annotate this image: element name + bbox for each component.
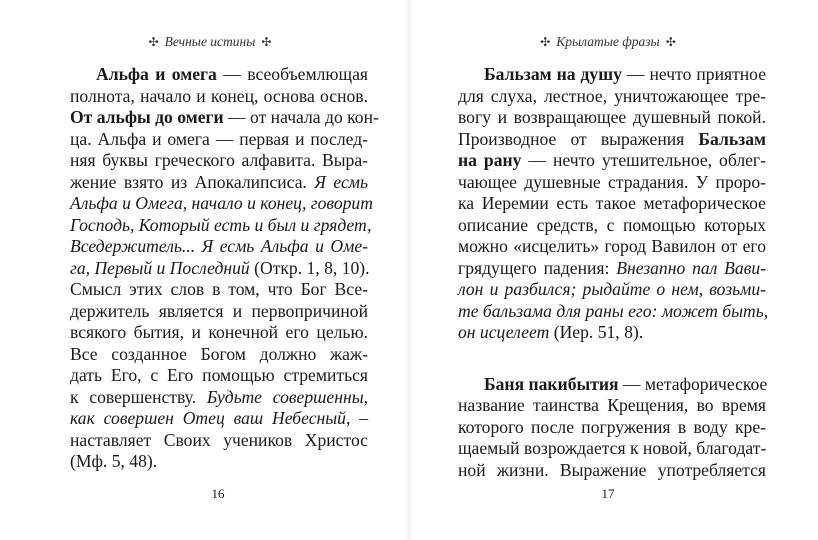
text-line: [458, 236, 766, 258]
text-line: [458, 193, 766, 215]
text-line: [458, 322, 766, 344]
term-bold: Баня пакибытия: [484, 373, 619, 394]
text-run: грядущего падения:: [458, 257, 617, 278]
text-line: [70, 129, 368, 151]
quote-italic: лон и разбился; рыдайте о нем, возьми-: [458, 279, 766, 299]
text-line: [458, 150, 766, 172]
text-run: — нечто утешительное, облег-: [521, 150, 766, 170]
ornament-icon: ✣: [540, 35, 551, 49]
text-run: описание средств, с помощью которых: [458, 214, 766, 235]
ornament-icon: ✣: [665, 35, 676, 49]
text-run: — нечто приятное: [621, 64, 767, 84]
text-line: [458, 215, 766, 237]
text-run: ной жизни. Выражение употребляется: [458, 459, 766, 480]
term-bold: на рану: [458, 150, 522, 170]
text-line: [70, 451, 368, 473]
text-run: к совершенству.: [70, 386, 207, 407]
text-run: ца. Альфа и омега — первая и послед-: [70, 128, 368, 149]
text-line: [70, 236, 368, 258]
text-line: [458, 395, 766, 417]
text-line: [458, 107, 766, 129]
paragraph-gap: [458, 344, 766, 374]
text-run: для слуха, лестное, уничтожающее тре-: [458, 85, 766, 106]
body-text: [70, 64, 379, 473]
text-run: — от начала до кон-: [223, 107, 379, 127]
running-header: [143, 34, 278, 50]
quote-italic: Альфа и Омега, начало и конец, говорит: [70, 193, 373, 213]
text-line: [458, 64, 766, 86]
text-run: (Откр. 1, 8, 10).: [249, 257, 370, 278]
text-line: [70, 279, 368, 301]
text-run: наставляет Своих учеников Христос: [70, 429, 368, 450]
text-run: ка Иеремии есть такое метафорическое: [458, 193, 766, 213]
term-bold: Альфа и омега: [96, 64, 217, 84]
text-line: [70, 64, 368, 86]
page-number: 17: [601, 486, 615, 501]
quote-italic: Я есмь: [314, 171, 368, 192]
text-line: [70, 150, 368, 172]
quote-italic: Вседержитель... Я есмь Альфа и Оме-: [70, 236, 368, 256]
body-text: [458, 64, 769, 481]
text-line: [458, 172, 766, 194]
text-run: дать Его, с Его помощью стремиться: [70, 365, 368, 385]
term-bold: Бальзам: [698, 128, 766, 149]
text-line: [458, 438, 766, 460]
text-line: [70, 172, 368, 194]
text-run: — всеобъемлющая: [216, 64, 369, 84]
text-run: Все созданное Богом должно жаж-: [70, 343, 368, 364]
quote-italic: он исцелеет: [458, 322, 550, 342]
text-run: полнота, начало и конец, основа основ.: [70, 85, 368, 106]
text-line: [70, 107, 379, 129]
text-line: [70, 430, 368, 452]
text-line: [70, 387, 368, 409]
term-bold: Бальзам на душу: [484, 64, 622, 84]
page-number: 16: [211, 486, 225, 501]
text-line: [458, 300, 769, 323]
text-line: [70, 344, 368, 366]
text-line: [458, 417, 766, 439]
text-line: [70, 258, 368, 280]
text-run: Смысл этих слов в том, что Бог Все-: [70, 279, 368, 299]
text-run: –: [350, 408, 368, 428]
right-page: [409, 0, 818, 540]
text-run: вогу и возвращающее душевный покой.: [458, 107, 766, 127]
text-run: (Иер. 51, 8).: [549, 322, 644, 342]
term-bold: От альфы до омеги: [70, 107, 224, 127]
text-line: [70, 193, 373, 215]
header-title: Крылатые фразы: [556, 34, 660, 49]
running-header: [534, 34, 682, 50]
quote-italic: Внезапно пал Вави-: [616, 257, 766, 278]
text-run: чающее душевные страдания. У проро-: [458, 171, 766, 192]
text-run: — метафорическое: [618, 373, 768, 394]
text-line: [458, 374, 766, 396]
text-line: [458, 279, 766, 301]
quote-italic: Будьте совершенны,: [206, 386, 369, 407]
quote-italic: те бальзама для раны его: может быть,: [458, 300, 769, 321]
text-run: жение взято из Апокалипсиса.: [70, 171, 315, 192]
text-run: (Мф. 5, 48).: [70, 451, 158, 471]
text-run: название таинства Крещения, во время: [458, 395, 766, 415]
quote-italic: Господь, Который есть и был и грядет,: [70, 214, 372, 235]
ornament-icon: ✣: [261, 35, 272, 49]
text-run: всякого бытия, и конечной его целью.: [70, 322, 368, 342]
text-line: [70, 408, 368, 430]
text-run: щаемый возрождается к новой, благодат-: [458, 438, 767, 458]
text-line: [458, 129, 766, 151]
header-title: Вечные истины: [164, 34, 256, 49]
text-line: [70, 214, 372, 237]
quote-italic: га, Первый и Последний: [70, 257, 250, 278]
text-run: которого после погружения в воду кре-: [458, 416, 766, 437]
text-line: [70, 365, 368, 387]
text-run: няя буквы греческого алфавита. Выра-: [70, 150, 368, 170]
text-run: держитель является и первопричиной: [70, 300, 368, 321]
text-line: [70, 301, 368, 323]
text-line: [458, 258, 766, 280]
text-run: Производное от выражения: [458, 128, 699, 149]
text-line: [70, 322, 368, 344]
text-line: [458, 86, 766, 108]
text-line: [70, 86, 368, 108]
text-line: [458, 460, 766, 482]
text-run: можно «исцелить» город Вавилон от его: [458, 236, 766, 256]
ornament-icon: ✣: [148, 35, 159, 49]
quote-italic: как совершен Отец ваш Небесный,: [70, 408, 351, 428]
